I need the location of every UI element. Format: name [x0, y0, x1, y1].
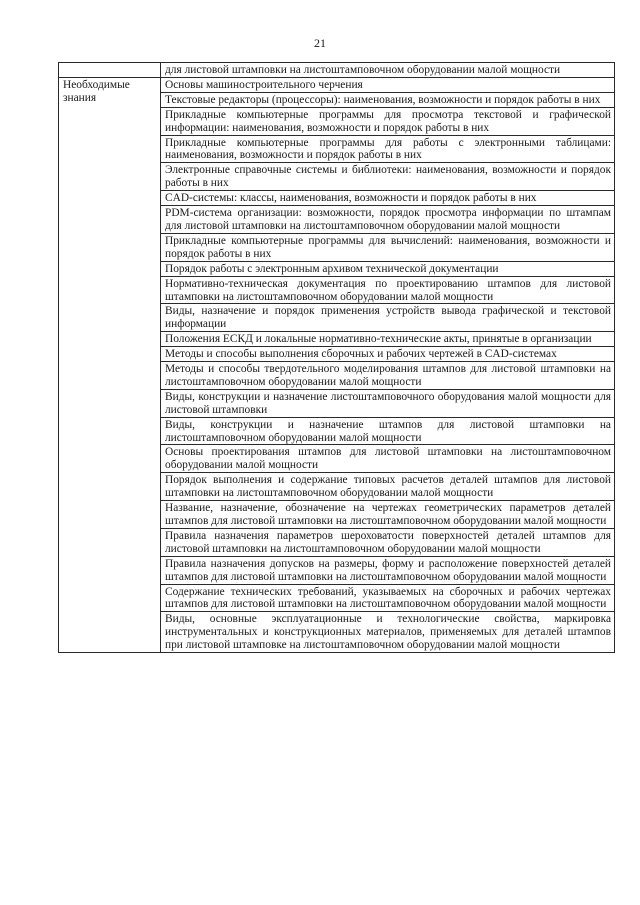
knowledge-item: Методы и способы выполнения сборочных и рабочих чертежей в CAD-системах — [161, 347, 615, 362]
knowledge-item: Прикладные компьютерные программы для просмотра текстовой и графической информации: наименования, возможности и порядок работы в них — [161, 107, 615, 135]
page-number: 21 — [314, 36, 326, 50]
knowledge-item: Прикладные компьютерные программы для работы с электронными таблицами: наименования, возможности и порядок работы в них — [161, 135, 615, 163]
knowledge-item: CAD-системы: классы, наименования, возможности и порядок работы в них — [161, 191, 615, 206]
knowledge-item: Текстовые редакторы (процессоры): наименования, возможности и порядок работы в них — [161, 92, 615, 107]
table-body — [59, 63, 615, 653]
knowledge-item: Основы проектирования штампов для листовой штамповки на листоштамповочном оборудовании малой мощности — [161, 445, 615, 473]
table-row — [59, 77, 615, 92]
knowledge-item: Правила назначения допусков на размеры, форму и расположение поверхностей деталей штампов для листовой штамповки на листоштамповочном оборудовании малой мощности — [161, 556, 615, 584]
knowledge-item: Виды, основные эксплуатационные и технологические свойства, маркировка инструментальных и конструкционных материалов, применяемых для деталей штампов при листовой штамповке на листоштамповочном оборудовании малой мощности — [161, 612, 615, 653]
knowledge-item: Виды, конструкции и назначение штампов для листовой штамповки на листоштамповочном оборудовании малой мощности — [161, 417, 615, 445]
knowledge-item: Порядок выполнения и содержание типовых расчетов деталей штампов для листовой штамповки на листоштамповочном оборудовании малой мощности — [161, 473, 615, 501]
knowledge-item: Прикладные компьютерные программы для вычислений: наименования, возможности и порядок работы в них — [161, 233, 615, 261]
knowledge-item: Электронные справочные системы и библиотеки: наименования, возможности и порядок работы в них — [161, 163, 615, 191]
knowledge-item: Порядок работы с электронным архивом технической документации — [161, 261, 615, 276]
knowledge-item: Содержание технических требований, указываемых на сборочных и рабочих чертежах штампов для листовой штамповки на листоштамповочном оборудовании малой мощности — [161, 584, 615, 612]
knowledge-item: Методы и способы твердотельного моделирования штампов для листовой штамповки на листоштамповочном оборудовании малой мощности — [161, 362, 615, 390]
label-cell-empty — [59, 63, 161, 78]
knowledge-item: Основы машиностроительного черчения — [161, 77, 615, 92]
knowledge-item: Название, назначение, обозначение на чертежах геометрических параметров деталей штампов для листовой штамповки на листоштамповочном оборудовании малой мощности — [161, 501, 615, 529]
knowledge-item: PDM-система организации: возможности, порядок просмотра информации по штампам для листовой штамповки на листоштамповочном оборудовании малой мощности — [161, 206, 615, 234]
knowledge-item: Положения ЕСКД и локальные нормативно-технические акты, принятые в организации — [161, 332, 615, 347]
table-row-continuation — [59, 63, 615, 78]
knowledge-item: Правила назначения параметров шероховатости поверхностей деталей штампов для листовой штамповки на листоштамповочном оборудовании малой мощности — [161, 528, 615, 556]
knowledge-item: Нормативно-техническая документация по проектированию штампов для листовой штамповки на листоштамповочном оборудовании малой мощности — [161, 276, 615, 304]
section-label-cell: Необходимые знания — [59, 77, 161, 652]
knowledge-requirements-table — [58, 62, 615, 653]
knowledge-item: Виды, конструкции и назначение листоштамповочного оборудования малой мощности для листовой штамповки — [161, 389, 615, 417]
continuation-cell: для листовой штамповки на листоштамповочном оборудовании малой мощности — [161, 63, 615, 78]
knowledge-item: Виды, назначение и порядок применения устройств вывода графической и текстовой информации — [161, 304, 615, 332]
